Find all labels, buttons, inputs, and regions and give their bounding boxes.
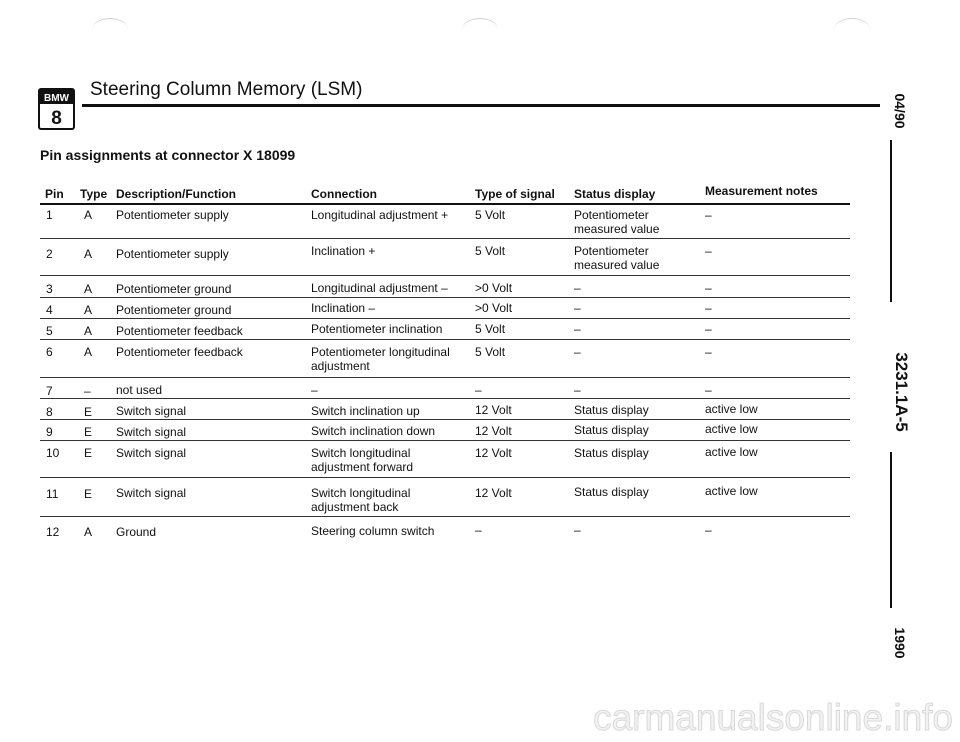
cell-signal-type: 12 Volt	[475, 486, 512, 500]
scan-mark-left	[92, 18, 128, 41]
section-title: Pin assignments at connector X 18099	[40, 147, 296, 163]
header-rule	[82, 104, 880, 107]
cell-type: A	[84, 525, 93, 539]
scan-mark-center	[462, 18, 498, 41]
cell-type: A	[84, 208, 93, 222]
cell-description: Potentiometer ground	[116, 303, 232, 317]
cell-measurement-notes: active low	[705, 422, 758, 436]
cell-status-display: –	[574, 345, 581, 359]
cell-type: A	[84, 324, 93, 338]
cell-description: Switch signal	[116, 446, 187, 460]
table-row	[40, 319, 850, 340]
scan-mark-right	[834, 18, 870, 41]
cell-signal-type: 5 Volt	[475, 244, 506, 258]
header-pin: Pin	[45, 187, 64, 201]
cell-status-display: –	[574, 383, 581, 397]
cell-signal-type: 5 Volt	[475, 345, 506, 359]
side-date-label	[873, 88, 909, 134]
cell-description: Potentiometer ground	[116, 282, 232, 296]
cell-measurement-notes: –	[705, 383, 712, 397]
cell-pin: 1	[46, 208, 53, 222]
cell-signal-type: >0 Volt	[475, 301, 513, 315]
table-row	[40, 276, 850, 298]
pin-assignment-table	[40, 186, 850, 541]
table-row	[40, 239, 850, 276]
cell-signal-type: 12 Volt	[475, 446, 512, 460]
cell-type: E	[84, 446, 93, 460]
cell-connection: Potentiometer inclination	[311, 322, 443, 336]
table-row	[40, 205, 850, 239]
cell-signal-type: –	[475, 383, 482, 397]
cell-status-display: Status display	[574, 423, 649, 437]
header-status-display: Status display	[574, 187, 656, 201]
cell-measurement-notes: –	[705, 208, 712, 222]
cell-pin: 8	[46, 405, 53, 419]
cell-measurement-notes: active low	[705, 402, 758, 416]
cell-connection: Longitudinal adjustment –	[311, 281, 448, 295]
cell-type: A	[84, 282, 93, 296]
cell-measurement-notes: –	[705, 523, 712, 537]
table-row	[40, 378, 850, 399]
cell-pin: 4	[46, 303, 53, 317]
cell-description: Switch signal	[116, 404, 187, 418]
cell-type: A	[84, 303, 93, 317]
cell-measurement-notes: –	[705, 244, 712, 258]
cell-connection: Steering column switch	[311, 524, 435, 538]
side-line	[890, 140, 892, 302]
cell-signal-type: 5 Volt	[475, 208, 506, 222]
cell-pin: 9	[46, 425, 53, 439]
cell-description: Switch signal	[116, 486, 187, 500]
cell-signal-type: –	[475, 523, 482, 537]
cell-pin: 12	[46, 525, 60, 539]
header-measurement-notes: Measurement notes	[705, 184, 818, 198]
cell-pin: 6	[46, 345, 53, 359]
table-header	[40, 186, 850, 205]
cell-signal-type: 5 Volt	[475, 322, 506, 336]
cell-status-display: –	[574, 301, 581, 315]
cell-pin: 10	[46, 446, 60, 460]
side-line	[890, 452, 892, 608]
table-row	[40, 399, 850, 420]
cell-pin: 11	[46, 487, 59, 501]
cell-type: –	[84, 384, 91, 398]
table-row	[40, 420, 850, 441]
cell-connection: Switch longitudinal adjustment forward	[311, 446, 414, 474]
svg-text:3231.1A-5: 3231.1A-5	[892, 352, 911, 432]
cell-pin: 5	[46, 324, 53, 338]
cell-status-display: –	[574, 281, 581, 295]
header-connection: Connection	[311, 187, 377, 201]
table-row	[40, 340, 850, 378]
cell-type: A	[84, 345, 93, 359]
cell-measurement-notes: active low	[705, 484, 758, 498]
cell-status-display: Status display	[574, 403, 649, 417]
svg-text:04/90: 04/90	[892, 93, 908, 129]
side-section-code	[873, 342, 909, 442]
cell-type: E	[84, 405, 93, 419]
cell-connection: –	[311, 383, 318, 397]
header-description: Description/Function	[116, 187, 236, 201]
cell-connection: Potentiometer longitudinal adjustment	[311, 345, 450, 373]
header-type: Type	[80, 187, 108, 201]
cell-status-display: Potentiometer measured value	[574, 244, 660, 272]
cell-type: A	[84, 247, 93, 261]
cell-description: Potentiometer supply	[116, 247, 229, 261]
cell-connection: Inclination +	[311, 244, 376, 258]
logo-bottom-text: 8	[51, 108, 62, 129]
cell-status-display: –	[574, 322, 581, 336]
table-row	[40, 517, 850, 541]
cell-type: E	[84, 487, 93, 501]
cell-status-display: –	[574, 523, 581, 537]
cell-description: Potentiometer supply	[116, 208, 229, 222]
cell-signal-type: 12 Volt	[475, 403, 512, 417]
cell-connection: Switch inclination down	[311, 424, 436, 438]
cell-description: Potentiometer feedback	[116, 345, 243, 359]
cell-description: Switch signal	[116, 425, 187, 439]
page-header-title: Steering Column Memory (LSM)	[90, 79, 363, 100]
table-row	[40, 478, 850, 517]
cell-description: not used	[116, 383, 163, 397]
header-signal-type: Type of signal	[475, 187, 555, 201]
cell-connection: Longitudinal adjustment +	[311, 208, 449, 222]
bmw-8-logo	[38, 88, 75, 130]
cell-type: E	[84, 425, 93, 439]
cell-pin: 2	[46, 247, 53, 261]
cell-connection: Switch longitudinal adjustment back	[311, 486, 411, 514]
table-row	[40, 298, 850, 319]
cell-description: Potentiometer feedback	[116, 324, 243, 338]
logo-top-text: BMW	[44, 93, 69, 104]
cell-signal-type: 12 Volt	[475, 424, 512, 438]
cell-connection: Switch inclination up	[311, 404, 420, 418]
watermark	[560, 693, 960, 739]
cell-signal-type: >0 Volt	[475, 281, 513, 295]
svg-text:carmanualsonline.info: carmanualsonline.info	[593, 697, 953, 738]
cell-pin: 7	[46, 384, 53, 398]
cell-measurement-notes: –	[705, 322, 712, 336]
cell-measurement-notes: –	[705, 301, 712, 315]
cell-measurement-notes: –	[705, 281, 712, 295]
cell-connection: Inclination –	[311, 301, 376, 315]
cell-description: Ground	[116, 525, 157, 539]
cell-measurement-notes: active low	[705, 445, 758, 459]
cell-pin: 3	[46, 282, 53, 296]
side-year-label	[873, 620, 909, 666]
cell-measurement-notes: –	[705, 345, 712, 359]
cell-status-display: Potentiometer measured value	[574, 208, 660, 236]
table-row	[40, 441, 850, 478]
cell-status-display: Status display	[574, 485, 649, 499]
svg-text:1990: 1990	[892, 627, 908, 659]
cell-status-display: Status display	[574, 446, 649, 460]
